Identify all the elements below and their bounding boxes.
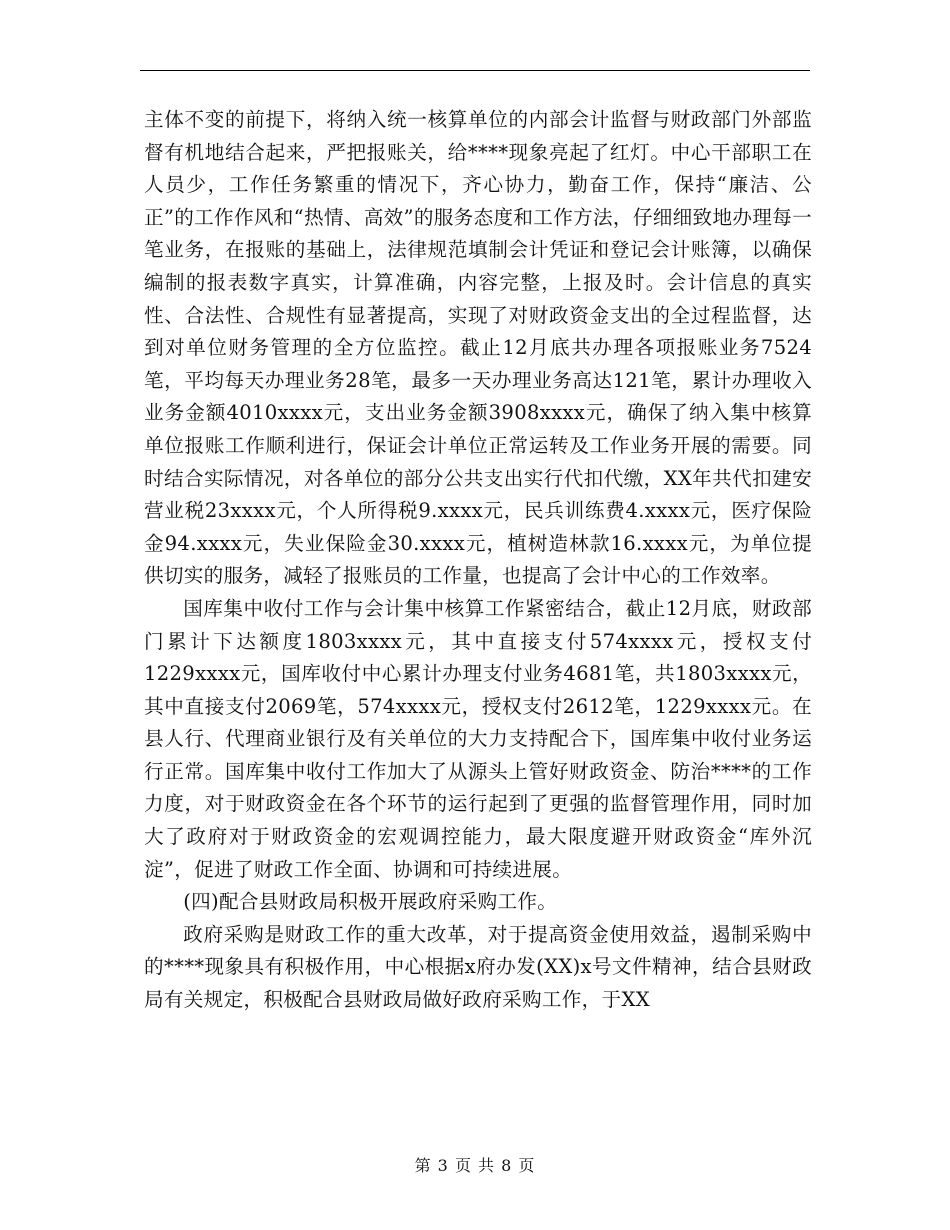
page-number-footer: 第 3 页 共 8 页 [414, 1156, 536, 1175]
header-rule [140, 70, 810, 71]
paragraph-procurement: 政府采购是财政工作的重大改革，对于提高资金使用效益，遏制采购中的****现象具有积极作用，中心根据x府办发(XX)x号文件精神，结合县财政局有关规定，积极配合县财政局做好政府采购工作，于XX [144, 922, 812, 1012]
document-body [144, 104, 812, 1017]
section-heading-procurement: (四)配合县财政局积极开展政府采购工作。 [183, 890, 558, 914]
paragraph-treasury-payment: 国库集中收付工作与会计集中核算工作紧密结合，截止12月底，财政部门累计下达额度1803xxxx元，其中直接支付574xxxx元，授权支付1229xxxx元，国库收付中心累计办理支付业务4681笔，共1803xxxx元，其中直接支付2069笔，574xxxx元，授权支付2612笔，1229xxxx元。在县人行、代理商业银行及有关单位的大力支持配合下，国库集中收付业务运行正常。国库集中收付工作加大了从源头上管好财政资金、防治****的工作力度，对于财政资金在各个环节的运行起到了更强的监督管理作用，同时加大了政府对于财政资金的宏观调控能力，最大限度避开财政资金“库外沉淀”，促进了财政工作全面、协调和可持续进展。 [144, 596, 812, 881]
paragraph-continued: 主体不变的前提下，将纳入统一核算单位的内部会计监督与财政部门外部监督有机地结合起来，严把报账关，给****现象亮起了红灯。中心干部职工在人员少，工作任务繁重的情况下，齐心协力，勤奋工作，保持“廉洁、公正”的工作作风和“热情、高效”的服务态度和工作方法，仔细细致地办理每一笔业务，在报账的基础上，法律规范填制会计凭证和登记会计账簿，以确保编制的报表数字真实，计算准确，内容完整，上报及时。会计信息的真实性、合法性、合规性有显著提高，实现了对财政资金支出的全过程监督，达到对单位财务管理的全方位监控。截止12月底共办理各项报账业务7524笔，平均每天办理业务28笔，最多一天办理业务高达121笔，累计办理收入业务金额4010xxxx元，支出业务金额3908xxxx元，确保了纳入集中核算单位报账工作顺利进行，保证会计单位正常运转及工作业务开展的需要。同时结合实际情况，对各单位的部分公共支出实行代扣代缴，XX年共代扣建安营业税23xxxx元，个人所得税9.xxxx元，民兵训练费4.xxxx元，医疗保险金94.xxxx元，失业保险金30.xxxx元，植树造林款16.xxxx元，为单位提供切实的服务，减轻了报账员的工作量，也提高了会计中心的工作效率。 [144, 108, 812, 588]
